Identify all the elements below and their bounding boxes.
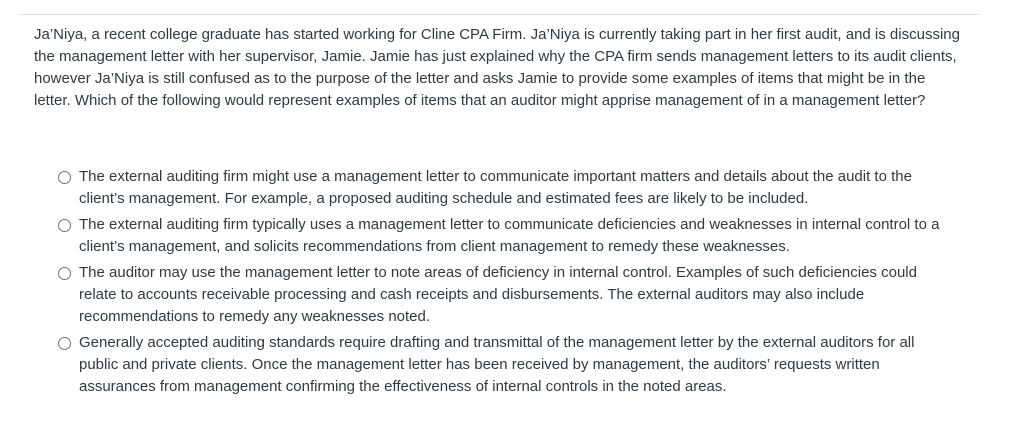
- answer-option-text: The external auditing firm might use a management letter to communicate important matters and details about the audit to the client’s management. For example, a proposed auditing schedule and estimated fees are likely to be included.: [79, 168, 912, 207]
- radio-button-icon[interactable]: [58, 171, 71, 184]
- radio-button-icon[interactable]: [58, 219, 71, 232]
- radio-button-icon[interactable]: [58, 267, 71, 280]
- answer-option-2[interactable]: [58, 214, 948, 258]
- top-divider: [18, 14, 980, 15]
- radio-button-icon[interactable]: [58, 337, 71, 350]
- answer-option-text: The external auditing firm typically uses a management letter to communicate deficiencies and weaknesses in internal control to a client’s management, and solicits recommendations from client management to remedy these weaknesses.: [79, 216, 940, 255]
- answer-option-1[interactable]: [58, 166, 948, 210]
- answer-option-text: The auditor may use the management letter to note areas of deficiency in internal control. Examples of such deficiencies could relate to accounts receivable processing and cash receipts and disbursements. The external auditors may also include recommendations to remedy any weaknesses noted.: [79, 264, 917, 325]
- answer-options-list: [58, 166, 948, 402]
- question-text: Ja’Niya, a recent college graduate has started working for Cline CPA Firm. Ja’Niya is currently taking part in her first audit, and is discussing the management letter with her supervisor, Jamie. Jamie has just explained why the CPA firm sends management letters to its audit clients, however Ja’Niya is still confused as to the purpose of the letter and asks Jamie to provide some examples of items that might be in the letter. Which of the following would represent examples of items that an auditor might apprise management of in a management letter?: [34, 26, 960, 109]
- answer-option-text: Generally accepted auditing standards require drafting and transmittal of the management letter by the external auditors for all public and private clients. Once the management letter has been received by management, the auditors’ requests written assurances from management confirming the effectiveness of internal controls in the noted areas.: [79, 334, 915, 395]
- answer-option-3[interactable]: [58, 262, 948, 328]
- answer-option-4[interactable]: [58, 332, 948, 398]
